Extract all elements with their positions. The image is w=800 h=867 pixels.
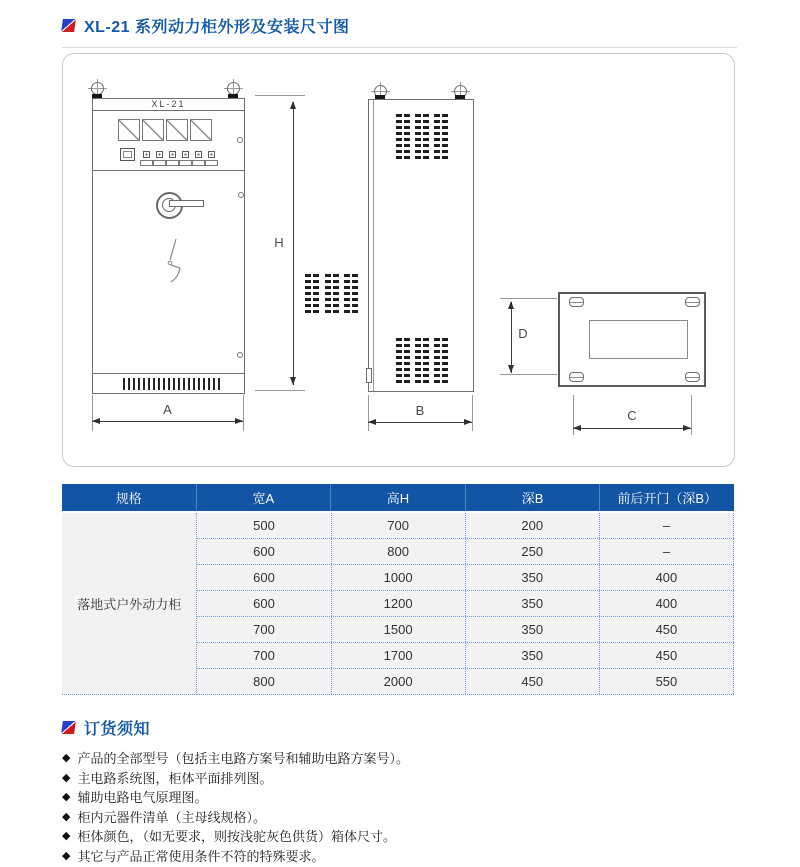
panel-meter-icon [142, 119, 164, 141]
label-plate [140, 160, 153, 166]
vent-column [415, 338, 429, 384]
indicator-lamp-icon [156, 151, 163, 158]
extension-line [255, 390, 305, 391]
indicator-lamp-icon [208, 151, 215, 158]
indicator-lamp-icon [169, 151, 176, 158]
note-text: 柜内元器件清单（主母线规格）。 [77, 809, 266, 825]
diamond-bullet-icon: ◆ [62, 771, 71, 784]
table-rows [197, 513, 734, 695]
table-cell: 800 [332, 539, 466, 564]
arrowhead-icon [508, 301, 514, 309]
dim-label-d: D [518, 326, 528, 341]
table-header-spec: 规格 [62, 484, 197, 511]
list-item [62, 847, 737, 867]
panel-device-icon [120, 148, 135, 161]
arrowhead-icon [290, 377, 296, 385]
front-cabinet [92, 98, 245, 394]
page-title-row [62, 0, 737, 37]
vent-column [344, 274, 358, 316]
arrowhead-icon [683, 425, 691, 431]
list-item [62, 827, 737, 847]
vent-column [325, 274, 339, 316]
dim-label-c: C [627, 408, 637, 423]
vent-column [434, 114, 448, 159]
vent-column [434, 338, 448, 384]
dimension-table [62, 484, 734, 695]
indicator-lamp-icon [143, 151, 150, 158]
panel-meter-icon [118, 119, 140, 141]
table-cell: 350 [466, 591, 600, 616]
list-item [62, 808, 737, 828]
label-plate [179, 160, 192, 166]
note-text: 辅助电路电气原理图。 [77, 790, 208, 806]
table-cell: 250 [466, 539, 600, 564]
dim-line-h [293, 102, 294, 385]
vent-slots [305, 274, 358, 316]
table-cell: – [600, 539, 734, 564]
panel-divider [93, 170, 244, 171]
table-cell: 400 [600, 591, 734, 616]
panel-meter-icon [166, 119, 188, 141]
arrowhead-icon [290, 101, 296, 109]
arrowhead-icon [235, 418, 243, 424]
table-cell: – [600, 513, 734, 538]
dim-line-a [92, 421, 243, 422]
table-row [197, 513, 734, 539]
table-cell: 2000 [332, 669, 466, 694]
table-body [62, 511, 734, 695]
table-cell: 600 [197, 565, 331, 590]
arrowhead-icon [92, 418, 100, 424]
dim-label-b: B [415, 403, 425, 418]
base-divider [93, 373, 244, 374]
extension-line [472, 395, 473, 431]
table-row [197, 565, 734, 591]
dim-line-b [368, 422, 472, 423]
mounting-slot-icon [569, 297, 584, 307]
dim-line-d [511, 302, 512, 373]
table-cell: 700 [197, 617, 331, 642]
table-header-door-depth: 前后开门（深B） [617, 491, 717, 506]
diamond-bullet-icon: ◆ [62, 849, 71, 862]
section-marker-icon [61, 19, 76, 32]
cabinet-nameplate: XL-21 [93, 99, 244, 111]
table-row [197, 617, 734, 643]
label-plate [166, 160, 179, 166]
table-row [197, 669, 734, 695]
vent-column [305, 274, 319, 316]
note-text: 柜体颜色，（如无要求，则按浅驼灰色供货）箱体尺寸。 [77, 829, 396, 845]
table-cell: 700 [197, 643, 331, 668]
diamond-bullet-icon: ◆ [62, 830, 71, 843]
list-item [62, 749, 737, 769]
diamond-bullet-icon: ◆ [62, 791, 71, 804]
table-cell: 600 [197, 591, 331, 616]
arrowhead-icon [464, 419, 472, 425]
table-cell: 1500 [332, 617, 466, 642]
table-cell: 450 [600, 617, 734, 642]
hinge-detail [366, 368, 372, 383]
side-cabinet [368, 99, 474, 392]
table-cell: 600 [197, 539, 331, 564]
notes-title: 订货须知 [84, 721, 151, 738]
door-knob-icon [237, 352, 243, 358]
list-item [62, 769, 737, 789]
table-cell: 700 [332, 513, 466, 538]
table-cell: 500 [197, 513, 331, 538]
table-cell: 1000 [332, 565, 466, 590]
notes-list [62, 749, 737, 867]
table-cell: 800 [197, 669, 331, 694]
mounting-slot-icon [569, 372, 584, 382]
mounting-slot-icon [685, 372, 700, 382]
table-header-width-a: 宽A [197, 484, 332, 511]
extension-line [691, 395, 692, 435]
indicator-lamp-icon [195, 151, 202, 158]
title-divider [62, 47, 737, 48]
table-cell: 550 [600, 669, 734, 694]
label-plate [192, 160, 205, 166]
table-cell: 450 [466, 669, 600, 694]
table-header-height-h: 高H [331, 484, 466, 511]
notes-title-row [62, 716, 737, 739]
table-cell: 450 [600, 643, 734, 668]
table-cell: 400 [600, 565, 734, 590]
vent-slots [396, 338, 448, 384]
arrowhead-icon [573, 425, 581, 431]
table-header-depth-b: 深B [466, 484, 601, 511]
vent-column [415, 114, 429, 159]
label-plate [205, 160, 218, 166]
dim-label-h: H [274, 235, 284, 250]
note-text: 主电路系统图，柜体平面排列图。 [77, 770, 273, 786]
indicator-lamp-icon [182, 151, 189, 158]
top-cutout [589, 320, 688, 359]
door-knob-icon [237, 137, 243, 143]
diamond-bullet-icon: ◆ [62, 810, 71, 823]
table-cell: 1200 [332, 591, 466, 616]
door-handle-lever [169, 200, 204, 207]
table-row [197, 539, 734, 565]
dimension-drawing [62, 53, 735, 467]
note-text: 产品的全部型号（包括主电路方案号和辅助电路方案号）。 [77, 751, 409, 766]
label-plate [153, 160, 166, 166]
extension-line [255, 95, 305, 96]
table-row [197, 643, 734, 669]
extension-line [500, 374, 557, 375]
table-cell: 350 [466, 643, 600, 668]
vent-slots [396, 114, 448, 159]
arrowhead-icon [508, 365, 514, 373]
table-cell: 350 [466, 617, 600, 642]
note-text: 其它与产品正常使用条件不符的特殊要求。 [77, 848, 325, 864]
top-cabinet [558, 292, 706, 387]
door-edge-line [373, 100, 374, 391]
vent-grille [123, 378, 223, 390]
dim-label-a: A [163, 402, 172, 417]
arrowhead-icon [368, 419, 376, 425]
door-knob-icon [238, 192, 244, 198]
vent-column [396, 338, 410, 384]
table-header-row [62, 484, 734, 511]
panel-meter-icon [190, 119, 212, 141]
dim-line-c [573, 428, 691, 429]
earth-symbol-icon [162, 237, 186, 285]
vent-column [396, 114, 410, 159]
diamond-bullet-icon: ◆ [62, 752, 71, 764]
mounting-slot-icon [685, 297, 700, 307]
section-marker-icon [61, 721, 76, 734]
list-item [62, 788, 737, 808]
extension-line [500, 298, 557, 299]
page-title: XL-21 系列动力柜外形及安装尺寸图 [84, 19, 350, 36]
extension-line [243, 395, 244, 431]
spec-merged-cell: 落地式户外动力柜 [62, 513, 197, 695]
table-cell: 200 [466, 513, 600, 538]
table-cell: 1700 [332, 643, 466, 668]
table-cell: 350 [466, 565, 600, 590]
table-row [197, 591, 734, 617]
